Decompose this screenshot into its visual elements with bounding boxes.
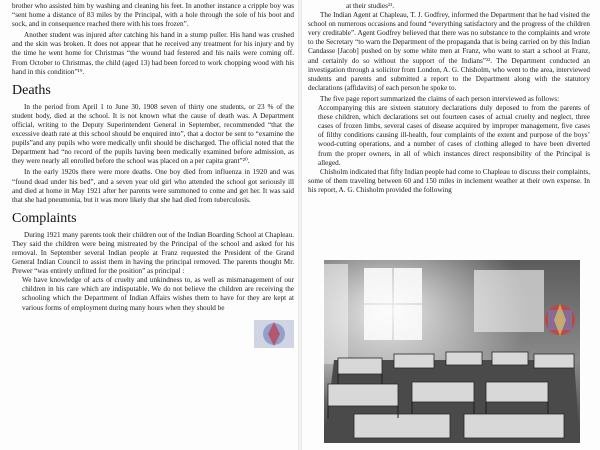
heading-complaints: Complaints bbox=[12, 210, 77, 226]
watermark-seal-left bbox=[250, 316, 298, 352]
paragraph-deaths-1908: In the period from April 1 to June 30, 1908 seven of thirty one students, or 23 % of the student body, died at the school. It is not known what the cause of death was. A Department official, writing to the Deputy Superintendent General in September, recommended “that the excessive death rate at this school should be enquired into”, that a doctor be sent to “examine the pupils”and any pupils who were medically unfit should be discharged. The official noted that the Department had “no record of the pupils having been medically examined before admission, as they were nearly all enrolled before the school was placed on a per capita grant”²⁰. bbox=[12, 102, 294, 166]
quote-report bbox=[318, 104, 590, 168]
paragraph-deaths-1920s: In the early 1920s there were more deaths. One boy died from influenza in 1920 and was “found dead under his bed”, and a seven year old girl who attended the school got seriously ill and died at home in May 1921 after her parents were summoned to come and get her. It was said that she had pneumonia, but it was more likely that she had died from tuberculosis. bbox=[12, 168, 294, 204]
paragraph-report-summary: The five page report summarized the claims of each person interviewed as follows: bbox=[320, 94, 560, 103]
quote-parents bbox=[22, 276, 294, 312]
dormitory-photo-image bbox=[324, 260, 580, 443]
paragraph-intro: brother who assisted him by washing and cleaning his feet. In another instance a cripple boy was “sent home a distance of 83 miles by the Principal, with a hole through the sole of his boot and sock, and in consequence reached there with his toes frozen”. bbox=[12, 2, 294, 29]
paragraph-indian-agent: The Indian Agent at Chapleau, T. J. Godfrey, informed the Department that he had visited the school on numerous occasions and found “everything satisfactory and the progress of the children very creditable”. Agent Godfrey believed that there was no substance to the complaints and wrote to the Secretary “to warn the Department of the propaganda that is being carried on by this Indian Candasse [Jacob] pushed on by some white men at Franz, who want to start a school at Franz, and certainly do so without the support of the Indians”²². The Department conducted an investigation through a solicitor from London, A. G. Chisholm, who went to the area, interviewed students and parents and submitted a report to the Department along with the statutory declarations (affidavits) of each person he spoke to. bbox=[308, 11, 590, 92]
dormitory-photo bbox=[324, 260, 580, 443]
paragraph-chisholm: Chisholm indicated that fifty Indian people had come to Chapleau to discuss their complaints, some of them traveling between 60 and 150 miles in inclement weather at their own expense. In his report, A. G. Chisholm provided the following bbox=[308, 167, 590, 194]
quote-report-text: Accompanying this are sixteen statutory declarations duly deposed to from the parents of these children, which declarations set out fourteen cases of actual cruelty and neglect, three cases of frozen limbs, several cases of disease acquired by improper management, five cases of filthy conditions causing ill-health, four complaints of the extent and purpose of the boys’ wood-cutting operations, and a number of cases of clothing alleged to have been diverted from the proper owners, in all of which instances direct responsibility of the Principal is alleged. bbox=[318, 104, 590, 167]
heading-deaths: Deaths bbox=[12, 82, 51, 98]
paragraph-complaints: During 1921 many parents took their children out of the Indian Boarding School at Chapleau. They said the children were being mistreated by the Principal of the school and asked for his removal. In September several Indian people at Franz requested the President of the Grand General Indian Council to assist them in having the principal removed. The parents thought Mr. Prewer “was entirely unfitted for the position” as principal : bbox=[12, 230, 294, 276]
watermark-seal-right bbox=[542, 300, 578, 340]
paragraph-continued: at their studies²¹. bbox=[346, 2, 395, 10]
quote-parents-text: We have knowledge of acts of cruelty and unkindness to, as well as mismanagement of our children in his care which are indisputable. We do not believe the children are receiving the schooling which the Department of Indian Affairs wishes them to have for they are kept at various forms of employment during many hours when they should be bbox=[22, 276, 294, 312]
paragraph-injured-student: Another student was injured after catching his hand in a stump puller. His hand was crushed and the skin was broken. It does not appear that he received any treatment for his injury and by the time he went home for Christmas “the wound had festered and his nails were coming off. From October to Christmas, the child (aged 13) had been forced to work chopping wood with his hand in this condition”¹⁹. bbox=[12, 31, 294, 76]
